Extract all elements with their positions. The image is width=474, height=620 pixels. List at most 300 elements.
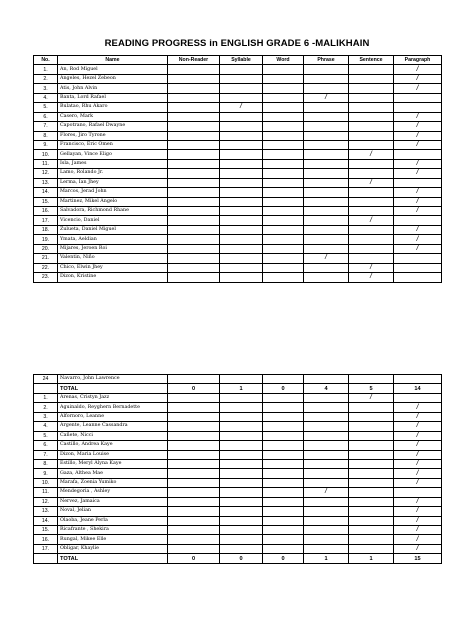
level-cell-sentence	[349, 497, 394, 506]
level-cell-sentence	[349, 140, 394, 149]
student-row	[34, 441, 442, 450]
level-cell-non-reader	[168, 273, 220, 282]
level-cell-sentence	[349, 188, 394, 197]
column-header: Word	[263, 56, 304, 65]
student-number: 10.	[34, 478, 58, 487]
student-row	[34, 197, 442, 206]
level-cell-paragraph	[394, 93, 442, 102]
student-number: 5.	[34, 103, 58, 112]
level-cell-paragraph	[394, 488, 442, 497]
level-cell-syllable	[220, 393, 263, 402]
student-row	[34, 178, 442, 187]
student-number: 19.	[34, 235, 58, 244]
level-cell-non-reader	[168, 112, 220, 121]
level-checkmark: /	[394, 403, 442, 412]
level-cell-non-reader	[168, 478, 220, 487]
student-row	[34, 516, 442, 525]
student-number: 13.	[34, 178, 58, 187]
level-cell-syllable	[220, 263, 263, 272]
level-cell-non-reader	[168, 197, 220, 206]
level-cell-syllable	[220, 65, 263, 74]
level-cell-non-reader	[168, 178, 220, 187]
level-cell-syllable	[220, 112, 263, 121]
level-cell-word	[263, 225, 304, 234]
student-name: Vicencio, Daniel	[58, 216, 168, 225]
level-cell-paragraph	[394, 178, 442, 187]
level-cell-syllable	[220, 235, 263, 244]
level-cell-non-reader	[168, 441, 220, 450]
student-name: Chico, Elwin Jhey	[58, 263, 168, 272]
level-checkmark: /	[394, 197, 442, 206]
level-cell-phrase	[304, 441, 349, 450]
student-row	[34, 169, 442, 178]
student-row	[34, 254, 442, 263]
level-cell-sentence	[349, 488, 394, 497]
level-cell-non-reader	[168, 431, 220, 440]
level-cell-non-reader	[168, 131, 220, 140]
student-number: 4.	[34, 422, 58, 431]
level-checkmark: /	[220, 103, 263, 112]
reading-progress-table-2	[33, 374, 442, 564]
level-cell-word	[263, 441, 304, 450]
level-checkmark: /	[394, 84, 442, 93]
student-name: Martinez, Mikel Angelo	[58, 197, 168, 206]
student-name: Francisco, Eric Omen	[58, 140, 168, 149]
student-number: 20.	[34, 244, 58, 253]
student-name: Marafa, Zoenia Yumiko	[58, 478, 168, 487]
level-cell-non-reader	[168, 225, 220, 234]
level-cell-syllable	[220, 478, 263, 487]
level-cell-word	[263, 254, 304, 263]
level-cell-paragraph	[394, 150, 442, 159]
student-number: 3.	[34, 84, 58, 93]
level-cell-non-reader	[168, 140, 220, 149]
level-cell-phrase	[304, 526, 349, 535]
total-row	[34, 384, 442, 393]
page-title: READING PROGRESS in ENGLISH GRADE 6 -MALIKHAIN	[104, 38, 370, 49]
level-cell-phrase	[304, 393, 349, 402]
level-cell-sentence	[349, 122, 394, 131]
level-cell-non-reader	[168, 393, 220, 402]
column-header: Paragraph	[394, 56, 442, 65]
level-cell-phrase	[304, 112, 349, 121]
level-cell-syllable	[220, 244, 263, 253]
level-cell-non-reader	[168, 103, 220, 112]
total-cell-paragraph: 14	[394, 384, 442, 393]
column-header: Sentence	[349, 56, 394, 65]
level-cell-syllable	[220, 431, 263, 440]
student-name: Mijares, Jeroen Roi	[58, 244, 168, 253]
level-cell-word	[263, 412, 304, 421]
level-cell-syllable	[220, 526, 263, 535]
level-cell-phrase	[304, 131, 349, 140]
student-name: Arenas, Cristyn Jazz	[58, 393, 168, 402]
student-row	[34, 422, 442, 431]
level-cell-syllable	[220, 422, 263, 431]
column-header: Non-Reader	[168, 56, 220, 65]
level-cell-sentence	[349, 478, 394, 487]
level-cell-word	[263, 459, 304, 468]
level-cell-sentence	[349, 535, 394, 544]
student-row	[34, 103, 442, 112]
student-row	[34, 403, 442, 412]
level-cell-non-reader	[168, 516, 220, 525]
level-cell-word	[263, 544, 304, 553]
level-checkmark: /	[394, 112, 442, 121]
level-checkmark: /	[394, 235, 442, 244]
level-checkmark: /	[394, 74, 442, 83]
level-checkmark: /	[394, 497, 442, 506]
level-cell-sentence	[349, 65, 394, 74]
level-cell-syllable	[220, 375, 263, 384]
level-cell-sentence	[349, 507, 394, 516]
level-cell-sentence	[349, 375, 394, 384]
level-cell-sentence	[349, 469, 394, 478]
student-number: 10.	[34, 150, 58, 159]
level-cell-sentence	[349, 412, 394, 421]
level-cell-word	[263, 188, 304, 197]
student-row	[34, 497, 442, 506]
level-cell-word	[263, 375, 304, 384]
student-name: Alfornoro, Leanne	[58, 412, 168, 421]
student-row	[34, 478, 442, 487]
level-cell-phrase	[304, 159, 349, 168]
student-row	[34, 140, 442, 149]
student-number: 4.	[34, 93, 58, 102]
level-cell-phrase	[304, 497, 349, 506]
level-checkmark: /	[394, 122, 442, 131]
level-cell-phrase	[304, 431, 349, 440]
total-cell-word: 0	[263, 554, 304, 563]
level-cell-phrase	[304, 507, 349, 516]
total-cell-phrase: 4	[304, 384, 349, 393]
level-cell-sentence	[349, 244, 394, 253]
level-cell-paragraph	[394, 273, 442, 282]
student-row	[34, 84, 442, 93]
level-cell-word	[263, 244, 304, 253]
student-name: Dizon, Kristine	[58, 273, 168, 282]
student-name: Flores, Jiro Tyrone	[58, 131, 168, 140]
level-cell-phrase	[304, 207, 349, 216]
level-cell-non-reader	[168, 263, 220, 272]
total-cell-syllable: 0	[220, 554, 263, 563]
total-cell-word: 0	[263, 384, 304, 393]
total-row	[34, 554, 442, 563]
level-cell-non-reader	[168, 169, 220, 178]
level-checkmark: /	[394, 478, 442, 487]
level-cell-non-reader	[168, 403, 220, 412]
level-checkmark: /	[349, 150, 394, 159]
level-cell-paragraph	[394, 216, 442, 225]
level-cell-sentence	[349, 422, 394, 431]
level-cell-sentence	[349, 74, 394, 83]
level-cell-sentence	[349, 84, 394, 93]
student-number: 12.	[34, 169, 58, 178]
student-name: Gaza, Althea Mae	[58, 469, 168, 478]
level-cell-syllable	[220, 497, 263, 506]
student-name: Mendegoria , Ashley	[58, 488, 168, 497]
student-name: Dizon, Maria Louise	[58, 450, 168, 459]
level-checkmark: /	[304, 488, 349, 497]
level-cell-sentence	[349, 403, 394, 412]
column-header: Phrase	[304, 56, 349, 65]
student-number: 24	[34, 375, 58, 384]
level-checkmark: /	[394, 516, 442, 525]
level-cell-word	[263, 488, 304, 497]
level-cell-word	[263, 197, 304, 206]
level-cell-phrase	[304, 188, 349, 197]
level-cell-sentence	[349, 207, 394, 216]
level-cell-sentence	[349, 197, 394, 206]
student-name: Casero, Mark	[58, 112, 168, 121]
column-header: Syllable	[220, 56, 263, 65]
level-cell-word	[263, 93, 304, 102]
level-cell-syllable	[220, 516, 263, 525]
level-cell-word	[263, 103, 304, 112]
student-row	[34, 112, 442, 121]
student-row	[34, 526, 442, 535]
level-checkmark: /	[394, 131, 442, 140]
level-cell-phrase	[304, 169, 349, 178]
level-cell-phrase	[304, 178, 349, 187]
level-cell-word	[263, 497, 304, 506]
student-name: Olaoba, Jeane Perla	[58, 516, 168, 525]
level-cell-word	[263, 535, 304, 544]
level-checkmark: /	[304, 93, 349, 102]
level-checkmark: /	[394, 207, 442, 216]
student-row	[34, 263, 442, 272]
student-name: Marcos, Jerad John	[58, 188, 168, 197]
level-cell-sentence	[349, 93, 394, 102]
level-checkmark: /	[394, 431, 442, 440]
level-cell-phrase	[304, 535, 349, 544]
student-row	[34, 544, 442, 553]
student-name: Argente, Leanne Cassandra	[58, 422, 168, 431]
student-row	[34, 131, 442, 140]
level-cell-paragraph	[394, 393, 442, 402]
student-name: Navarro, John Lawrence	[58, 375, 168, 384]
level-cell-word	[263, 207, 304, 216]
level-cell-syllable	[220, 93, 263, 102]
level-cell-sentence	[349, 441, 394, 450]
student-number: 1.	[34, 393, 58, 402]
student-number: 9.	[34, 140, 58, 149]
level-cell-word	[263, 507, 304, 516]
level-cell-non-reader	[168, 450, 220, 459]
level-cell-non-reader	[168, 412, 220, 421]
student-name: Angeles, Hezel Zebeon	[58, 74, 168, 83]
student-name: Noval, Jelian	[58, 507, 168, 516]
student-name: Ricafrante , Shekira	[58, 526, 168, 535]
level-cell-paragraph	[394, 103, 442, 112]
level-cell-syllable	[220, 178, 263, 187]
student-row	[34, 159, 442, 168]
student-number: 9.	[34, 469, 58, 478]
student-name: Aguinaldo, Reyghern Bernadette	[58, 403, 168, 412]
student-name: Lamo, Rolando Jr.	[58, 169, 168, 178]
total-cell-phrase: 1	[304, 554, 349, 563]
level-cell-phrase	[304, 469, 349, 478]
level-cell-word	[263, 150, 304, 159]
level-cell-phrase	[304, 84, 349, 93]
level-cell-syllable	[220, 159, 263, 168]
student-row	[34, 488, 442, 497]
level-cell-non-reader	[168, 459, 220, 468]
level-cell-syllable	[220, 169, 263, 178]
level-cell-non-reader	[168, 188, 220, 197]
level-cell-phrase	[304, 263, 349, 272]
level-cell-sentence	[349, 169, 394, 178]
level-cell-word	[263, 273, 304, 282]
student-number: 14.	[34, 516, 58, 525]
level-cell-paragraph	[394, 254, 442, 263]
student-number: 14.	[34, 188, 58, 197]
level-cell-non-reader	[168, 422, 220, 431]
level-cell-word	[263, 393, 304, 402]
student-name: Isla, James	[58, 159, 168, 168]
student-name: Salvadora, Richmond Rhane	[58, 207, 168, 216]
level-cell-non-reader	[168, 65, 220, 74]
level-cell-word	[263, 516, 304, 525]
level-cell-syllable	[220, 544, 263, 553]
level-cell-non-reader	[168, 216, 220, 225]
level-cell-sentence	[349, 131, 394, 140]
level-cell-phrase	[304, 459, 349, 468]
level-cell-phrase	[304, 403, 349, 412]
student-name: Ymata, Aeldian	[58, 235, 168, 244]
student-name: Estillo, Meryl Alyna Kaye	[58, 459, 168, 468]
student-name: Banta, Lord Rafael	[58, 93, 168, 102]
total-no-cell	[34, 384, 58, 393]
level-cell-word	[263, 478, 304, 487]
level-checkmark: /	[394, 412, 442, 421]
student-row	[34, 235, 442, 244]
student-number: 6.	[34, 441, 58, 450]
level-checkmark: /	[394, 544, 442, 553]
level-checkmark: /	[349, 263, 394, 272]
level-cell-syllable	[220, 216, 263, 225]
student-number: 6.	[34, 112, 58, 121]
student-number: 16.	[34, 535, 58, 544]
level-cell-word	[263, 403, 304, 412]
student-number: 11.	[34, 159, 58, 168]
student-row	[34, 393, 442, 402]
level-cell-phrase	[304, 140, 349, 149]
level-cell-non-reader	[168, 150, 220, 159]
level-cell-phrase	[304, 412, 349, 421]
student-row	[34, 375, 442, 384]
level-checkmark: /	[394, 188, 442, 197]
student-row	[34, 244, 442, 253]
reading-progress-table-1	[33, 55, 442, 283]
level-cell-syllable	[220, 197, 263, 206]
level-checkmark: /	[394, 65, 442, 74]
level-cell-non-reader	[168, 244, 220, 253]
level-cell-word	[263, 74, 304, 83]
student-name: An, Rod Miguel	[58, 65, 168, 74]
level-cell-non-reader	[168, 488, 220, 497]
student-name: Atis, John Alvin	[58, 84, 168, 93]
level-cell-non-reader	[168, 375, 220, 384]
level-cell-syllable	[220, 74, 263, 83]
student-name: Lerma, Ian Jhey	[58, 178, 168, 187]
student-number: 12.	[34, 497, 58, 506]
student-row	[34, 273, 442, 282]
level-cell-syllable	[220, 441, 263, 450]
level-cell-syllable	[220, 225, 263, 234]
level-cell-non-reader	[168, 507, 220, 516]
student-row	[34, 535, 442, 544]
level-cell-syllable	[220, 188, 263, 197]
level-cell-syllable	[220, 469, 263, 478]
student-number: 23.	[34, 273, 58, 282]
student-number: 2.	[34, 74, 58, 83]
level-cell-phrase	[304, 197, 349, 206]
total-cell-paragraph: 15	[394, 554, 442, 563]
total-cell-syllable: 1	[220, 384, 263, 393]
level-checkmark: /	[349, 393, 394, 402]
level-cell-non-reader	[168, 469, 220, 478]
student-number: 3.	[34, 412, 58, 421]
column-header: Name	[58, 56, 168, 65]
level-cell-word	[263, 131, 304, 140]
level-cell-non-reader	[168, 497, 220, 506]
level-cell-word	[263, 65, 304, 74]
total-no-cell	[34, 554, 58, 563]
level-cell-syllable	[220, 488, 263, 497]
student-row	[34, 207, 442, 216]
level-cell-sentence	[349, 526, 394, 535]
student-number: 5.	[34, 431, 58, 440]
student-row	[34, 216, 442, 225]
student-name: Nervez, Jamaica	[58, 497, 168, 506]
level-cell-phrase	[304, 74, 349, 83]
level-cell-phrase	[304, 422, 349, 431]
level-checkmark: /	[394, 441, 442, 450]
level-cell-syllable	[220, 254, 263, 263]
student-row	[34, 122, 442, 131]
level-cell-phrase	[304, 225, 349, 234]
level-cell-non-reader	[168, 254, 220, 263]
student-number: 21.	[34, 254, 58, 263]
student-number: 8.	[34, 131, 58, 140]
student-name: Cañete, Nicci	[58, 431, 168, 440]
student-number: 8.	[34, 459, 58, 468]
student-row	[34, 459, 442, 468]
student-number: 1.	[34, 65, 58, 74]
level-checkmark: /	[394, 526, 442, 535]
level-checkmark: /	[394, 244, 442, 253]
level-cell-sentence	[349, 544, 394, 553]
level-checkmark: /	[394, 225, 442, 234]
level-cell-word	[263, 235, 304, 244]
student-number: 18.	[34, 225, 58, 234]
student-number: 15.	[34, 526, 58, 535]
level-cell-non-reader	[168, 74, 220, 83]
level-cell-sentence	[349, 235, 394, 244]
level-checkmark: /	[394, 469, 442, 478]
level-cell-phrase	[304, 216, 349, 225]
level-cell-phrase	[304, 273, 349, 282]
student-row	[34, 74, 442, 83]
level-cell-syllable	[220, 273, 263, 282]
student-name: Zulueta, Daniel Miguel	[58, 225, 168, 234]
level-checkmark: /	[394, 422, 442, 431]
level-cell-syllable	[220, 207, 263, 216]
level-cell-word	[263, 431, 304, 440]
student-row	[34, 507, 442, 516]
student-number: 7.	[34, 450, 58, 459]
